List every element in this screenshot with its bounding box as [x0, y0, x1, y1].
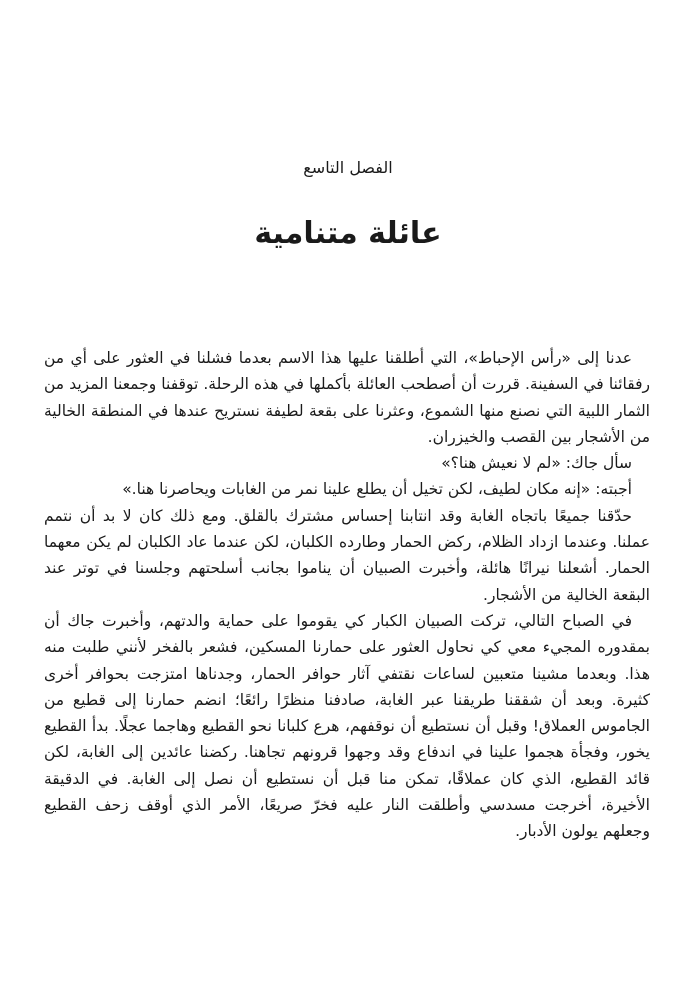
- paragraph: سأل جاك: «لم لا نعيش هنا؟»: [441, 454, 632, 473]
- chapter-title: عائلة متنامية: [254, 216, 442, 251]
- paragraph: في الصباح التالي، تركت الصبيان الكبار كي يقوموا على حماية والدتهم، وأخبرت جاك أن بمقدوره المجيء معي كي نحاول العثور على حمارنا المسكين، فشعر بالفخر لأنني طلبت منه هذا. وبعدما مشينا متعبين لساعات نقتفي آثار حوافر الحمار، وجدناها امتزجت بحوافر أخرى كثيرة. وبعد أن شققنا طريقنا عبر الغابة، صادفنا منظرًا رائعًا؛ انضم حمارنا إلى قطيع من الجاموس العملاق! وقبل أن نستطيع أن نوقفهم، هرع كلبانا نحو القطيع وهاجما عجلًا. بدأ القطيع يخور، وفجأة هجموا علينا في اندفاع وقد وجهوا قرونهم تجاهنا. ركضنا عائدين إلى الغابة، لكن قائد القطيع، الذي كان عملاقًا، تمكن منا قبل أن نستطيع أن نصل إلى الغابة. في الدقيقة الأخيرة، أخرجت مسدسي وأطلقت النار عليه فخرّ صريعًا، الأمر الذي أوقف زحف القطيع وجعلهم يولون الأدبار.: [44, 611, 650, 841]
- chapter-body: [44, 345, 650, 845]
- paragraph: عدنا إلى «رأس الإحباط»، التي أطلقنا عليها هذا الاسم بعدما فشلنا في العثور على أي من رفقائنا في السفينة. قررت أن أصطحب العائلة بأكملها في هذه الرحلة. توقفنا وجمعنا المزيد من الثمار اللبية التي نصنع منها الشموع، وعثرنا على بقعة لطيفة نستريح عندها في المنطقة الخالية من الأشجار بين القصب والخيزران.: [44, 349, 650, 446]
- paragraph: أجبته: «إنه مكان لطيف، لكن تخيل أن يطلع علينا نمر من الغابات ويحاصرنا هنا.»: [122, 480, 632, 499]
- paragraph: حدّقنا جميعًا باتجاه الغابة وقد انتابنا إحساس مشترك بالقلق. ومع ذلك كان لا بد أن نتمم عملنا. وعندما ازداد الظلام، ركض الحمار وطارده الكلبان، لكن عندما عاد الكلبان لم يكن معهما الحمار. أشعلنا نيرانًا هائلة، وأخبرت الصبيان أن يناموا بجانب أسلحتهم وجلسنا في توتر عند البقعة الخالية من الأشجار.: [44, 506, 650, 604]
- chapter-label: الفصل التاسع: [303, 158, 393, 177]
